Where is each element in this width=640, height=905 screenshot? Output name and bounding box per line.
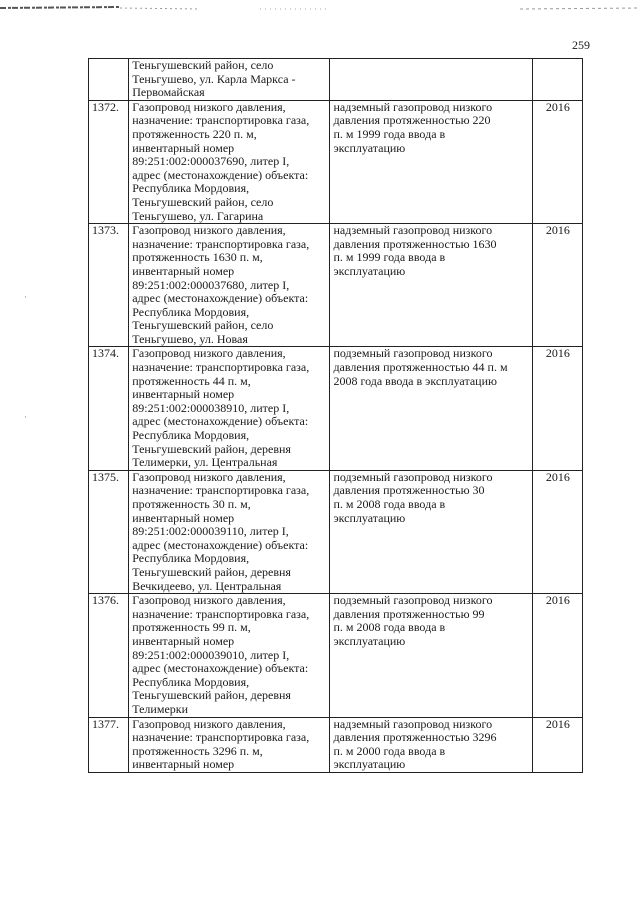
table-row [89,347,583,470]
object-description-cell: подземный газопровод низкого давления протяженностью 99 п. м 2008 года ввода в эксплуатацию [330,594,532,717]
object-name-cell: Газопровод низкого давления, назначение: транспортировка газа, протяженность 3296 п. м, инвентарный номер [129,717,330,772]
year-cell: 2016 [532,717,582,772]
object-name-cell: Газопровод низкого давления, назначение: транспортировка газа, протяженность 1630 п. м, инвентарный номер 89:251:002:000037680, литер I, адрес (местонахождение) объекта: Республика Мордовия, Теньгушевский район, село Теньгушево, ул. Новая [129,224,330,347]
entry-number [89,59,129,101]
table-row [89,470,583,593]
object-description-cell: надземный газопровод низкого давления протяженностью 220 п. м 1999 года ввода в эксплуатацию [330,100,532,223]
object-name-cell: Теньгушевский район, село Теньгушево, ул. Карла Маркса - Первомайская [129,59,330,101]
entry-number: 1373. [89,224,129,347]
object-name-cell: Газопровод низкого давления, назначение: транспортировка газа, протяженность 220 п. м, инвентарный номер 89:251:002:000037690, литер I, адрес (местонахождение) объекта: Республика Мордовия, Теньгушевский район, село Теньгушево, ул. Гагарина [129,100,330,223]
object-description-cell: подземный газопровод низкого давления протяженностью 44 п. м 2008 года ввода в эксплуатацию [330,347,532,470]
property-registry-table [88,58,583,773]
table-row [89,224,583,347]
table-body [89,59,583,773]
scan-artifact-strip [0,4,640,14]
year-cell [532,59,582,101]
margin-mark: · [24,412,27,422]
table-row [89,59,583,101]
entry-number: 1372. [89,100,129,223]
year-cell: 2016 [532,470,582,593]
table-row [89,100,583,223]
entry-number: 1374. [89,347,129,470]
year-cell: 2016 [532,347,582,470]
object-name-cell: Газопровод низкого давления, назначение: транспортировка газа, протяженность 44 п. м, инвентарный номер 89:251:002:000038910, литер I, адрес (местонахождение) объекта: Республика Мордовия, Теньгушевский район, деревня Телимерки, ул. Центральная [129,347,330,470]
object-description-cell [330,59,532,101]
table-row [89,717,583,772]
year-cell: 2016 [532,594,582,717]
entry-number: 1376. [89,594,129,717]
margin-mark: · [24,292,27,302]
object-description-cell: надземный газопровод низкого давления протяженностью 1630 п. м 1999 года ввода в эксплуатацию [330,224,532,347]
year-cell: 2016 [532,224,582,347]
entry-number: 1375. [89,470,129,593]
table-row [89,594,583,717]
object-name-cell: Газопровод низкого давления, назначение: транспортировка газа, протяженность 99 п. м, инвентарный номер 89:251:002:000039010, литер I, адрес (местонахождение) объекта: Республика Мордовия, Теньгушевский район, деревня Телимерки [129,594,330,717]
year-cell: 2016 [532,100,582,223]
object-description-cell: надземный газопровод низкого давления протяженностью 3296 п. м 2000 года ввода в эксплуатацию [330,717,532,772]
page-number: 259 [572,38,590,52]
object-description-cell: подземный газопровод низкого давления протяженностью 30 п. м 2008 года ввода в эксплуатацию [330,470,532,593]
entry-number: 1377. [89,717,129,772]
object-name-cell: Газопровод низкого давления, назначение: транспортировка газа, протяженность 30 п. м, инвентарный номер 89:251:002:000039110, литер I, адрес (местонахождение) объекта: Республика Мордовия, Теньгушевский район, деревня Вечкидеево, ул. Центральная [129,470,330,593]
